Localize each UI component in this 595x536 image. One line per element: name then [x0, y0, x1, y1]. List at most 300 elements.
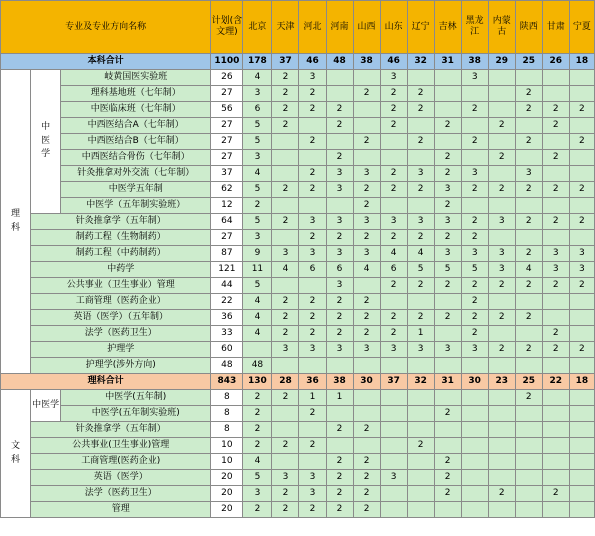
province-count-cell [434, 438, 461, 454]
major-name: 中医学（五年制实验班） [61, 198, 211, 214]
province-count-cell: 3 [434, 182, 461, 198]
science-tcm-row [1, 102, 595, 118]
province-count-cell [515, 118, 542, 134]
province-count-cell [542, 134, 569, 150]
major-name: 法学（医药卫生） [31, 486, 211, 502]
major-name: 护理学 [31, 342, 211, 358]
plan-count-cell: 44 [211, 278, 243, 294]
province-count-cell: 2 [569, 214, 594, 230]
province-count-cell [272, 422, 299, 438]
province-count-cell: 2 [272, 502, 299, 518]
province-count-cell [515, 406, 542, 422]
province-count-cell: 2 [461, 134, 488, 150]
province-count-cell: 130 [243, 374, 272, 390]
plan-count-cell: 20 [211, 470, 243, 486]
province-count-cell [569, 406, 594, 422]
province-count-cell: 2 [272, 182, 299, 198]
province-count-cell: 2 [434, 198, 461, 214]
province-count-cell: 3 [272, 342, 299, 358]
province-count-cell: 3 [461, 246, 488, 262]
province-count-cell: 18 [569, 374, 594, 390]
province-count-cell: 3 [326, 182, 353, 198]
province-count-cell: 5 [243, 278, 272, 294]
province-count-cell [461, 198, 488, 214]
province-count-cell: 5 [243, 470, 272, 486]
province-count-cell: 2 [461, 230, 488, 246]
province-count-cell: 3 [380, 70, 407, 86]
province-count-cell: 18 [569, 54, 594, 70]
plan-count-cell: 87 [211, 246, 243, 262]
province-count-cell: 2 [243, 198, 272, 214]
province-count-cell [461, 502, 488, 518]
province-count-cell: 2 [434, 150, 461, 166]
province-count-cell [353, 406, 380, 422]
province-count-cell: 2 [407, 182, 434, 198]
major-name: 公共事业(卫生事业)管理 [31, 438, 211, 454]
science-category-text: 理 科 [11, 209, 21, 233]
province-count-cell: 2 [299, 326, 326, 342]
province-count-cell: 2 [434, 310, 461, 326]
major-header: 专业及专业方向名称 [1, 1, 211, 54]
province-count-cell [380, 198, 407, 214]
province-count-cell: 2 [542, 150, 569, 166]
province-count-cell: 2 [461, 102, 488, 118]
province-count-cell: 2 [272, 390, 299, 406]
province-count-cell: 2 [353, 182, 380, 198]
province-count-cell: 2 [299, 438, 326, 454]
province-count-cell: 2 [515, 182, 542, 198]
province-count-cell: 2 [515, 134, 542, 150]
province-count-cell [569, 358, 594, 374]
province-count-cell [407, 502, 434, 518]
province-count-cell [569, 70, 594, 86]
province-count-cell [515, 502, 542, 518]
province-count-cell: 2 [515, 278, 542, 294]
province-count-cell [569, 438, 594, 454]
province-count-cell: 2 [542, 326, 569, 342]
arts-row [1, 486, 595, 502]
province-count-cell: 3 [515, 166, 542, 182]
major-name: 英语（医学）（五年制） [31, 310, 211, 326]
province-count-cell [434, 358, 461, 374]
province-count-cell: 2 [542, 102, 569, 118]
province-count-cell: 3 [407, 166, 434, 182]
province-count-cell [272, 230, 299, 246]
province-count-cell [488, 134, 515, 150]
total-label: 本科合计 [1, 54, 211, 70]
province-count-cell: 3 [380, 214, 407, 230]
province-header: 黑龙江 [461, 1, 488, 54]
province-count-cell [542, 294, 569, 310]
province-count-cell: 2 [380, 326, 407, 342]
province-count-cell: 4 [243, 326, 272, 342]
science-row [1, 294, 595, 310]
province-count-cell: 2 [407, 230, 434, 246]
province-count-cell: 4 [243, 454, 272, 470]
province-count-cell [299, 150, 326, 166]
province-count-cell [407, 198, 434, 214]
major-name: 中西医结合骨伤（七年制） [61, 150, 211, 166]
province-count-cell: 2 [434, 118, 461, 134]
province-count-cell: 3 [461, 70, 488, 86]
science-tcm-row [1, 70, 595, 86]
province-count-cell: 2 [299, 406, 326, 422]
province-count-cell [515, 198, 542, 214]
province-count-cell: 2 [488, 310, 515, 326]
province-count-cell: 178 [243, 54, 272, 70]
province-count-cell: 2 [569, 134, 594, 150]
major-name: 岐黄国医实验班 [61, 70, 211, 86]
major-name: 针灸推拿对外交流（七年制） [61, 166, 211, 182]
province-count-cell [407, 294, 434, 310]
province-count-cell [299, 358, 326, 374]
province-count-cell [326, 358, 353, 374]
science-subtotal-row [1, 374, 595, 390]
province-count-cell: 2 [488, 342, 515, 358]
province-count-cell: 3 [353, 214, 380, 230]
province-count-cell [299, 278, 326, 294]
province-count-cell: 2 [353, 294, 380, 310]
province-count-cell [461, 422, 488, 438]
province-count-cell: 3 [299, 470, 326, 486]
province-count-cell: 2 [380, 166, 407, 182]
province-count-cell [515, 470, 542, 486]
province-count-cell [353, 278, 380, 294]
plan-count-cell: 843 [211, 374, 243, 390]
province-count-cell: 2 [353, 134, 380, 150]
province-count-cell: 2 [353, 326, 380, 342]
province-count-cell [380, 358, 407, 374]
province-count-cell: 2 [272, 102, 299, 118]
province-count-cell: 2 [542, 214, 569, 230]
province-count-cell [380, 134, 407, 150]
province-header: 北京 [243, 1, 272, 54]
province-count-cell [488, 502, 515, 518]
province-count-cell: 2 [272, 70, 299, 86]
province-count-cell: 2 [380, 118, 407, 134]
science-row [1, 246, 595, 262]
province-count-cell: 9 [243, 246, 272, 262]
province-count-cell [542, 70, 569, 86]
science-tcm-row [1, 166, 595, 182]
plan-count-cell: 12 [211, 198, 243, 214]
province-count-cell: 2 [407, 86, 434, 102]
province-count-cell [542, 502, 569, 518]
province-header: 甘肃 [542, 1, 569, 54]
province-count-cell [272, 166, 299, 182]
province-count-cell: 2 [326, 422, 353, 438]
province-count-cell: 2 [243, 502, 272, 518]
province-count-cell [272, 150, 299, 166]
province-count-cell: 2 [434, 454, 461, 470]
province-count-cell: 2 [243, 390, 272, 406]
province-header: 河北 [299, 1, 326, 54]
province-count-cell: 2 [353, 454, 380, 470]
province-count-cell: 2 [326, 502, 353, 518]
province-count-cell: 3 [326, 342, 353, 358]
province-count-cell [569, 294, 594, 310]
province-count-cell: 2 [243, 422, 272, 438]
province-count-cell [515, 230, 542, 246]
province-count-cell: 2 [380, 278, 407, 294]
province-count-cell: 2 [272, 486, 299, 502]
province-count-cell: 46 [299, 54, 326, 70]
science-row [1, 214, 595, 230]
province-count-cell: 22 [542, 374, 569, 390]
province-count-cell [488, 230, 515, 246]
province-count-cell: 3 [380, 342, 407, 358]
plan-count-cell: 27 [211, 150, 243, 166]
province-count-cell: 1 [326, 390, 353, 406]
province-count-cell [542, 438, 569, 454]
province-count-cell: 2 [299, 166, 326, 182]
plan-header: 计划(含文理) [211, 1, 243, 54]
province-count-cell: 2 [542, 182, 569, 198]
province-count-cell: 2 [272, 214, 299, 230]
province-count-cell: 3 [243, 486, 272, 502]
province-count-cell: 2 [299, 230, 326, 246]
province-count-cell [515, 70, 542, 86]
province-count-cell: 3 [380, 470, 407, 486]
province-count-cell: 46 [380, 54, 407, 70]
province-count-cell [488, 358, 515, 374]
arts-tcm-row [1, 390, 595, 406]
science-category [1, 70, 31, 374]
plan-count-cell: 22 [211, 294, 243, 310]
province-count-cell [380, 294, 407, 310]
province-count-cell: 2 [353, 502, 380, 518]
province-count-cell: 2 [243, 438, 272, 454]
province-count-cell [461, 470, 488, 486]
province-count-cell: 2 [461, 326, 488, 342]
plan-count-cell: 1100 [211, 54, 243, 70]
plan-count-cell: 8 [211, 422, 243, 438]
province-count-cell: 2 [569, 182, 594, 198]
province-count-cell: 6 [243, 102, 272, 118]
province-count-cell: 2 [353, 86, 380, 102]
province-count-cell: 2 [380, 230, 407, 246]
province-count-cell: 2 [542, 118, 569, 134]
plan-count-cell: 20 [211, 486, 243, 502]
province-count-cell: 29 [488, 54, 515, 70]
province-count-cell: 25 [515, 374, 542, 390]
province-count-cell: 2 [380, 102, 407, 118]
province-count-cell: 2 [461, 310, 488, 326]
province-count-cell: 2 [488, 182, 515, 198]
province-count-cell: 5 [243, 182, 272, 198]
science-subtotal-label: 理科合计 [1, 374, 211, 390]
arts-row [1, 502, 595, 518]
province-count-cell [380, 486, 407, 502]
province-count-cell [243, 342, 272, 358]
major-name: 中西医结合A（七年制） [61, 118, 211, 134]
province-count-cell [542, 454, 569, 470]
province-count-cell: 3 [407, 214, 434, 230]
province-count-cell [488, 70, 515, 86]
province-count-cell: 2 [326, 486, 353, 502]
science-row [1, 358, 595, 374]
province-count-cell: 4 [243, 294, 272, 310]
major-name: 针灸推拿学（五年制） [31, 422, 211, 438]
province-count-cell: 2 [272, 118, 299, 134]
province-count-cell [542, 390, 569, 406]
province-count-cell: 2 [515, 246, 542, 262]
province-count-cell [569, 502, 594, 518]
province-count-cell: 5 [243, 118, 272, 134]
province-count-cell [461, 150, 488, 166]
province-count-cell: 3 [299, 342, 326, 358]
province-count-cell: 3 [299, 486, 326, 502]
province-count-cell: 5 [243, 134, 272, 150]
major-name: 中医学(五年制实验班) [61, 406, 211, 422]
province-count-cell: 48 [326, 54, 353, 70]
province-header: 山东 [380, 1, 407, 54]
province-count-cell: 6 [380, 262, 407, 278]
province-count-cell: 2 [488, 486, 515, 502]
province-count-cell: 31 [434, 54, 461, 70]
province-count-cell [569, 86, 594, 102]
province-count-cell: 3 [272, 246, 299, 262]
province-count-cell [434, 70, 461, 86]
province-count-cell [272, 198, 299, 214]
province-count-cell: 3 [326, 278, 353, 294]
province-count-cell: 2 [380, 86, 407, 102]
province-count-cell: 32 [407, 374, 434, 390]
province-count-cell: 2 [407, 278, 434, 294]
province-count-cell: 4 [243, 70, 272, 86]
science-tcm-row [1, 182, 595, 198]
province-count-cell: 2 [272, 86, 299, 102]
province-count-cell [488, 390, 515, 406]
header-row [1, 1, 595, 54]
plan-count-cell: 36 [211, 310, 243, 326]
province-count-cell [515, 486, 542, 502]
province-count-cell: 2 [326, 454, 353, 470]
province-count-cell: 3 [407, 342, 434, 358]
major-name: 中医临床班（七年制） [61, 102, 211, 118]
province-count-cell: 2 [461, 294, 488, 310]
science-tcm-group-text: 中 医 学 [41, 122, 51, 160]
province-count-cell: 6 [326, 262, 353, 278]
province-count-cell [515, 454, 542, 470]
province-count-cell [326, 406, 353, 422]
major-name: 工商管理（医药企业） [31, 294, 211, 310]
province-count-cell: 11 [243, 262, 272, 278]
province-count-cell [569, 326, 594, 342]
province-count-cell: 3 [243, 150, 272, 166]
province-count-cell [542, 166, 569, 182]
province-count-cell: 2 [326, 326, 353, 342]
province-count-cell: 2 [353, 198, 380, 214]
province-count-cell: 2 [272, 310, 299, 326]
province-count-cell: 2 [515, 86, 542, 102]
province-count-cell [272, 278, 299, 294]
province-count-cell: 2 [542, 278, 569, 294]
province-count-cell: 2 [515, 390, 542, 406]
science-tcm-row [1, 150, 595, 166]
science-row [1, 262, 595, 278]
province-count-cell [407, 70, 434, 86]
province-header: 辽宁 [407, 1, 434, 54]
plan-count-cell: 37 [211, 166, 243, 182]
province-count-cell: 2 [299, 310, 326, 326]
province-count-cell: 4 [243, 166, 272, 182]
province-count-cell [488, 406, 515, 422]
province-count-cell [569, 390, 594, 406]
province-count-cell: 31 [434, 374, 461, 390]
province-count-cell: 2 [461, 182, 488, 198]
province-count-cell: 1 [407, 326, 434, 342]
province-count-cell [380, 422, 407, 438]
province-count-cell [353, 118, 380, 134]
province-count-cell [434, 390, 461, 406]
province-count-cell: 6 [299, 262, 326, 278]
province-count-cell [488, 438, 515, 454]
province-count-cell: 2 [353, 486, 380, 502]
province-count-cell [434, 422, 461, 438]
science-tcm-group [31, 70, 61, 214]
province-count-cell: 3 [326, 214, 353, 230]
province-count-cell [461, 358, 488, 374]
arts-tcm-group: 中医学 [31, 390, 61, 422]
arts-row [1, 470, 595, 486]
province-count-cell [515, 358, 542, 374]
province-count-cell: 2 [353, 310, 380, 326]
province-count-cell [569, 454, 594, 470]
major-name: 法学（医药卫生） [31, 326, 211, 342]
province-header: 宁夏 [569, 1, 594, 54]
province-count-cell: 2 [326, 118, 353, 134]
plan-count-cell: 64 [211, 214, 243, 230]
province-count-cell [407, 454, 434, 470]
province-count-cell: 3 [488, 214, 515, 230]
province-count-cell: 2 [488, 278, 515, 294]
province-count-cell [380, 438, 407, 454]
province-count-cell: 4 [407, 246, 434, 262]
province-count-cell: 3 [488, 246, 515, 262]
province-count-cell: 3 [326, 166, 353, 182]
province-count-cell: 2 [461, 214, 488, 230]
province-count-cell [299, 118, 326, 134]
province-count-cell [272, 134, 299, 150]
plan-count-cell: 8 [211, 390, 243, 406]
province-count-cell [353, 150, 380, 166]
province-count-cell: 3 [434, 246, 461, 262]
province-count-cell [380, 454, 407, 470]
province-count-cell: 4 [243, 310, 272, 326]
science-tcm-row [1, 198, 595, 214]
province-count-cell: 23 [488, 374, 515, 390]
province-count-cell: 26 [542, 54, 569, 70]
province-count-cell [488, 294, 515, 310]
province-count-cell [488, 422, 515, 438]
major-name: 管理 [31, 502, 211, 518]
province-count-cell: 2 [299, 134, 326, 150]
province-count-cell: 2 [542, 342, 569, 358]
province-count-cell: 2 [299, 102, 326, 118]
province-count-cell [569, 166, 594, 182]
province-count-cell: 2 [434, 230, 461, 246]
major-name: 制药工程（中药制药） [31, 246, 211, 262]
province-count-cell: 2 [380, 182, 407, 198]
major-name: 针灸推拿学（五年制） [31, 214, 211, 230]
science-tcm-row [1, 86, 595, 102]
province-count-cell [434, 86, 461, 102]
province-count-cell: 2 [243, 406, 272, 422]
plan-count-cell: 27 [211, 230, 243, 246]
province-count-cell: 2 [407, 438, 434, 454]
province-count-cell [542, 198, 569, 214]
